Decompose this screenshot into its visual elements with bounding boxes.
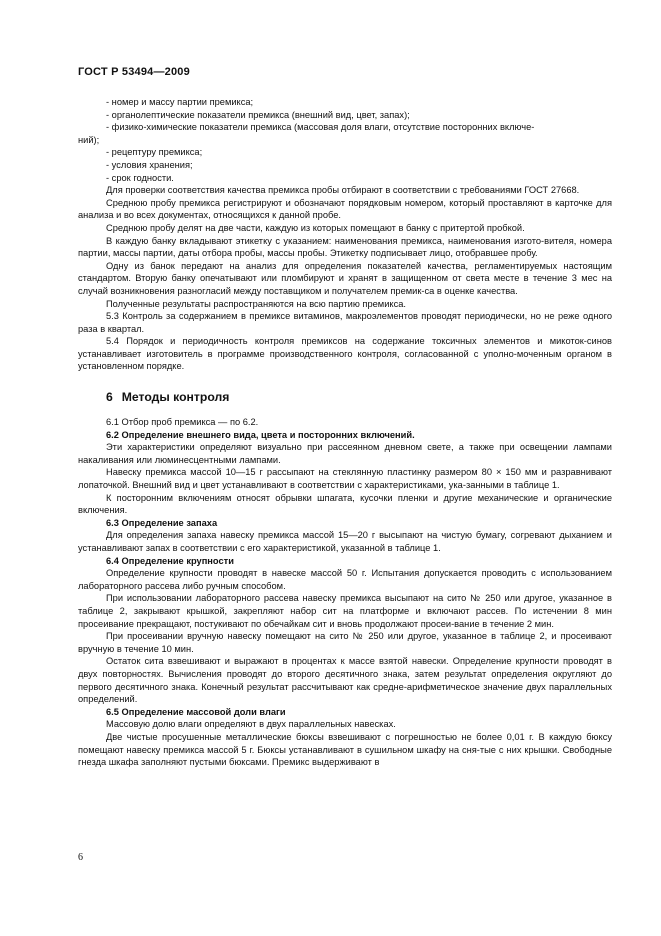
paragraph-registration: Среднюю пробу премикса регистрируют и обозначают порядковым номером, который проставляют в карточке для анализа и во всех документах, относящихся к данной пробе. — [78, 197, 612, 221]
page-content — [78, 96, 612, 769]
dash-item-physchem: - физико-химические показатели премикса (массовая доля влаги, отсутствие посторонних включе- — [106, 122, 535, 133]
dash-item-recipe: - рецептуру премикса; — [106, 147, 203, 158]
clause-6-4-para: Определение крупности проводят в навеске массой 50 г. Испытания допускается проводить с использованием лабораторного рассева либо ручным способом. — [78, 568, 612, 591]
clause-6-2-para: Навеску премикса массой 10—15 г рассыпают на стеклянную пластинку размером 80 × 150 мм и разравнивают лопаточкой. Внешний вид и цвет устанавливают в соответствии с характеристиками, ука-занными в таблице 1. — [78, 467, 612, 491]
paragraph-results: Полученные результаты распространяются на всю партию премикса. — [106, 298, 406, 309]
clause-6-4-para: При использовании лабораторного рассева навеску премикса высыпают на сито № 250 или другое, указанное в таблице 2, закрывают крышкой, закрепляют набор сит на платформе и включают рассев. По истечении 8 мин просеивание прекращают, постукивают по обечайкам сит и вновь продолжают просеи-вание в течение 2 мин. — [78, 593, 612, 629]
clause-6-2-heading: 6.2 Определение внешнего вида, цвета и посторонних включений. — [106, 429, 415, 440]
clause-6-4-para: Остаток сита взвешивают и выражают в процентах к массе взятой навески. Определение крупности проводят в двух повторностях. Вычисления проводят до второго десятичного знака, затем результат определения округляют до первого десятичного знака. Конечный результат рассчитывают как средне-арифметическое значение двух параллельных определений. — [78, 656, 612, 705]
document-header: ГОСТ Р 53494—2009 — [78, 66, 190, 78]
dash-item-shelf-life: - срок годности. — [106, 172, 174, 183]
dash-item-physchem-cont: ний); — [78, 134, 100, 145]
section-6-number: 6 — [106, 390, 113, 405]
section-6-heading — [106, 390, 612, 404]
paragraph-label: В каждую банку вкладывают этикетку с указанием: наименования премикса, наименования изгото-вителя, номера партии, массы партии, даты отбора пробы, массы пробы. Этикетку подписывает лицо, отобравшее пробу. — [78, 235, 612, 259]
clause-5-3: 5.3 Контроль за содержанием в премиксе витаминов, макроэлементов проводят периодически, но не реже одного раза в квартал. — [78, 311, 612, 334]
dash-item-storage: - условия хранения; — [106, 159, 193, 170]
paragraph-sampling: Для проверки соответствия качества премикса пробы отбирают в соответствии с требованиями ГОСТ 27668. — [106, 185, 580, 196]
paragraph-division: Среднюю пробу делят на две части, каждую из которых помещают в банку с притертой пробкой. — [106, 222, 525, 233]
clause-6-3-heading: 6.3 Определение запаха — [106, 517, 218, 528]
section-6-title: Методы контроля — [121, 390, 230, 405]
paragraph-analysis: Одну из банок передают на анализ для определения показателей качества, регламентируемых настоящим стандартом. Вторую банку опечатывают или пломбируют и хранят в защищенном от света месте в течение 3 мес на случай возникновения разногласий между поставщиком и получателем премик-са в оценке качества. — [78, 260, 612, 296]
clause-6-3-para: Для определения запаха навеску премикса массой 15—20 г высыпают на чистую бумагу, согревают дыханием и устанавливают запах в соответствии с его характеристикой, указанной в таблице 1. — [78, 530, 612, 553]
clause-6-2-para: Эти характеристики определяют визуально при рассеянном дневном свете, а также при освещении лампами накаливания или люминесцентными лампами. — [78, 442, 612, 465]
clause-6-2-para: К посторонним включениям относят обрывки шпагата, кусочки пленки и другие механические и органические включения. — [78, 492, 612, 516]
clause-6-5-heading: 6.5 Определение массовой доли влаги — [106, 706, 286, 717]
clause-6-4-heading: 6.4 Определение крупности — [106, 555, 234, 566]
clause-6-4-para: При просеивании вручную навеску помещают на сито № 250 или другое, указанное в таблице 2, и просеивают вручную в течение 10 мин. — [78, 631, 612, 654]
clause-6-1: 6.1 Отбор проб премикса — по 6.2. — [106, 417, 259, 428]
dash-item-organoleptic: - органолептические показатели премикса (внешний вид, цвет, запах); — [106, 109, 410, 120]
page-number: 6 — [78, 852, 83, 863]
clause-5-4: 5.4 Порядок и периодичность контроля премиксов на содержание токсичных элементов и микоток-синов устанавливает изготовитель в программе производственного контроля, согласованной с уполно-моченным органом в установленном порядке. — [78, 336, 612, 372]
clause-6-5-para: Две чистые просушенные металлические бюксы взвешивают с погрешностью не более 0,01 г. В каждую бюксу помещают навеску премикса массой 5 г. Бюксы устанавливают в сушильном шкафу на сня-тые с них крышки. Свободные гнезда шкафа заполняют пустыми бюксами. Премикс выдерживают в — [78, 731, 612, 768]
dash-item-lot: - номер и массу партии премикса; — [106, 97, 254, 107]
clause-6-5-para: Массовую долю влаги определяют в двух параллельных навесках. — [106, 719, 396, 730]
